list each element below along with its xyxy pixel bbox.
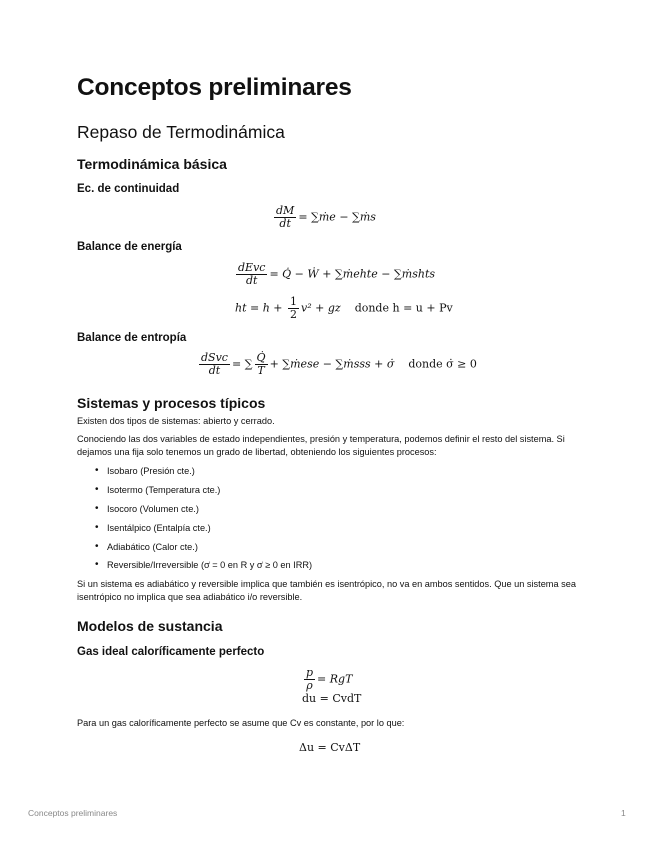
list-item: • Isentálpico (Entalpía cte.) [107, 523, 211, 533]
gas-heading: Gas ideal caloríficamente perfecto [77, 646, 265, 658]
ht-lhs: ht = h + [235, 301, 283, 315]
section-heading: Repaso de Termodinámica [77, 122, 285, 142]
heat-fraction [255, 352, 268, 377]
p-num: p [306, 666, 314, 679]
continuity-fraction [274, 205, 296, 230]
models-heading: Modelos de sustancia [77, 618, 223, 634]
entropy-where: donde σ̇ ≥ 0 [408, 357, 477, 371]
list-item: • Isocoro (Volumen cte.) [107, 504, 199, 514]
list-item: • Isobaro (Presión cte.) [107, 466, 195, 476]
gas-equation-3: Δu = CvΔT [299, 741, 361, 754]
entropy-fraction [199, 352, 230, 377]
entropy-heading: Balance de entropía [77, 332, 187, 344]
entropy-sum: = ∑ [231, 357, 253, 371]
heat-den: T [257, 364, 265, 377]
ht-where: donde h = u + Pv [354, 301, 453, 315]
entropy-num: dSvc [201, 351, 228, 364]
systems-paragraph-2: Conociendo las dos variables de estado independientes, presión y temperatura, podemos definir el resto del sistema. Si dejamos una fija solo tenemos un grado de libertad, obteniendo los siguientes procesos: [77, 434, 565, 457]
energy-heading: Balance de energía [77, 241, 182, 253]
list-item: • Isotermo (Temperatura cte.) [107, 485, 220, 495]
models-paragraph-1: Para un gas caloríficamente perfecto se asume que Cv es constante, por lo que: [77, 718, 405, 728]
continuity-num: dM [276, 204, 295, 217]
subsection-heading-basic: Termodinámica básica [77, 156, 227, 172]
half-den: 2 [290, 308, 298, 321]
footer-title: Conceptos preliminares [28, 808, 118, 818]
gas-equation-2: du = CvdT [302, 692, 362, 705]
continuity-rhs: = ∑ṁe − ∑ṁs [298, 210, 376, 224]
entropy-rhs: + ∑ṁese − ∑ṁsss + σ̇ [269, 357, 395, 371]
continuity-equation [272, 205, 376, 230]
ht-rhs: v² + gz [301, 301, 341, 315]
list-item: • Adiabático (Calor cte.) [107, 542, 198, 552]
energy-rhs: = Q̇ − Ẇ + ∑ṁehte − ∑ṁshts [269, 267, 436, 281]
page-title: Conceptos preliminares [77, 74, 352, 101]
half-num: 1 [290, 295, 298, 308]
gas-eq1-rhs: = RgT [317, 672, 353, 686]
systems-paragraph-1: Existen dos tipos de sistemas: abierto y cerrado. [77, 416, 275, 426]
energy-fraction [236, 262, 267, 287]
page-number: 1 [621, 808, 626, 818]
energy-den: dt [245, 274, 258, 287]
gas-equation-1 [302, 667, 352, 692]
energy-equation-1 [234, 262, 435, 287]
continuity-den: dt [279, 217, 291, 230]
entropy-den: dt [208, 364, 221, 377]
p-rho-fraction [304, 667, 315, 692]
energy-num: dEvc [238, 261, 266, 274]
systems-paragraph-3: Si un sistema es adiabático y reversible implica que también es isentrópico, no va en ambos sentidos. Que un sistema sea isentrópico no implica que sea adiabático i/o reversible. [77, 579, 576, 602]
list-item: • Reversible/Irreversible (σ̇ = 0 en R y σ̇ ≥ 0 en IRR) [107, 560, 312, 570]
energy-equation-2 [235, 296, 453, 321]
rho-den: ρ [306, 679, 313, 692]
continuity-heading: Ec. de continuidad [77, 183, 180, 195]
half-fraction [288, 296, 299, 321]
heat-num: Q̇ [256, 351, 266, 364]
systems-heading: Sistemas y procesos típicos [77, 395, 266, 411]
entropy-equation [197, 352, 477, 377]
